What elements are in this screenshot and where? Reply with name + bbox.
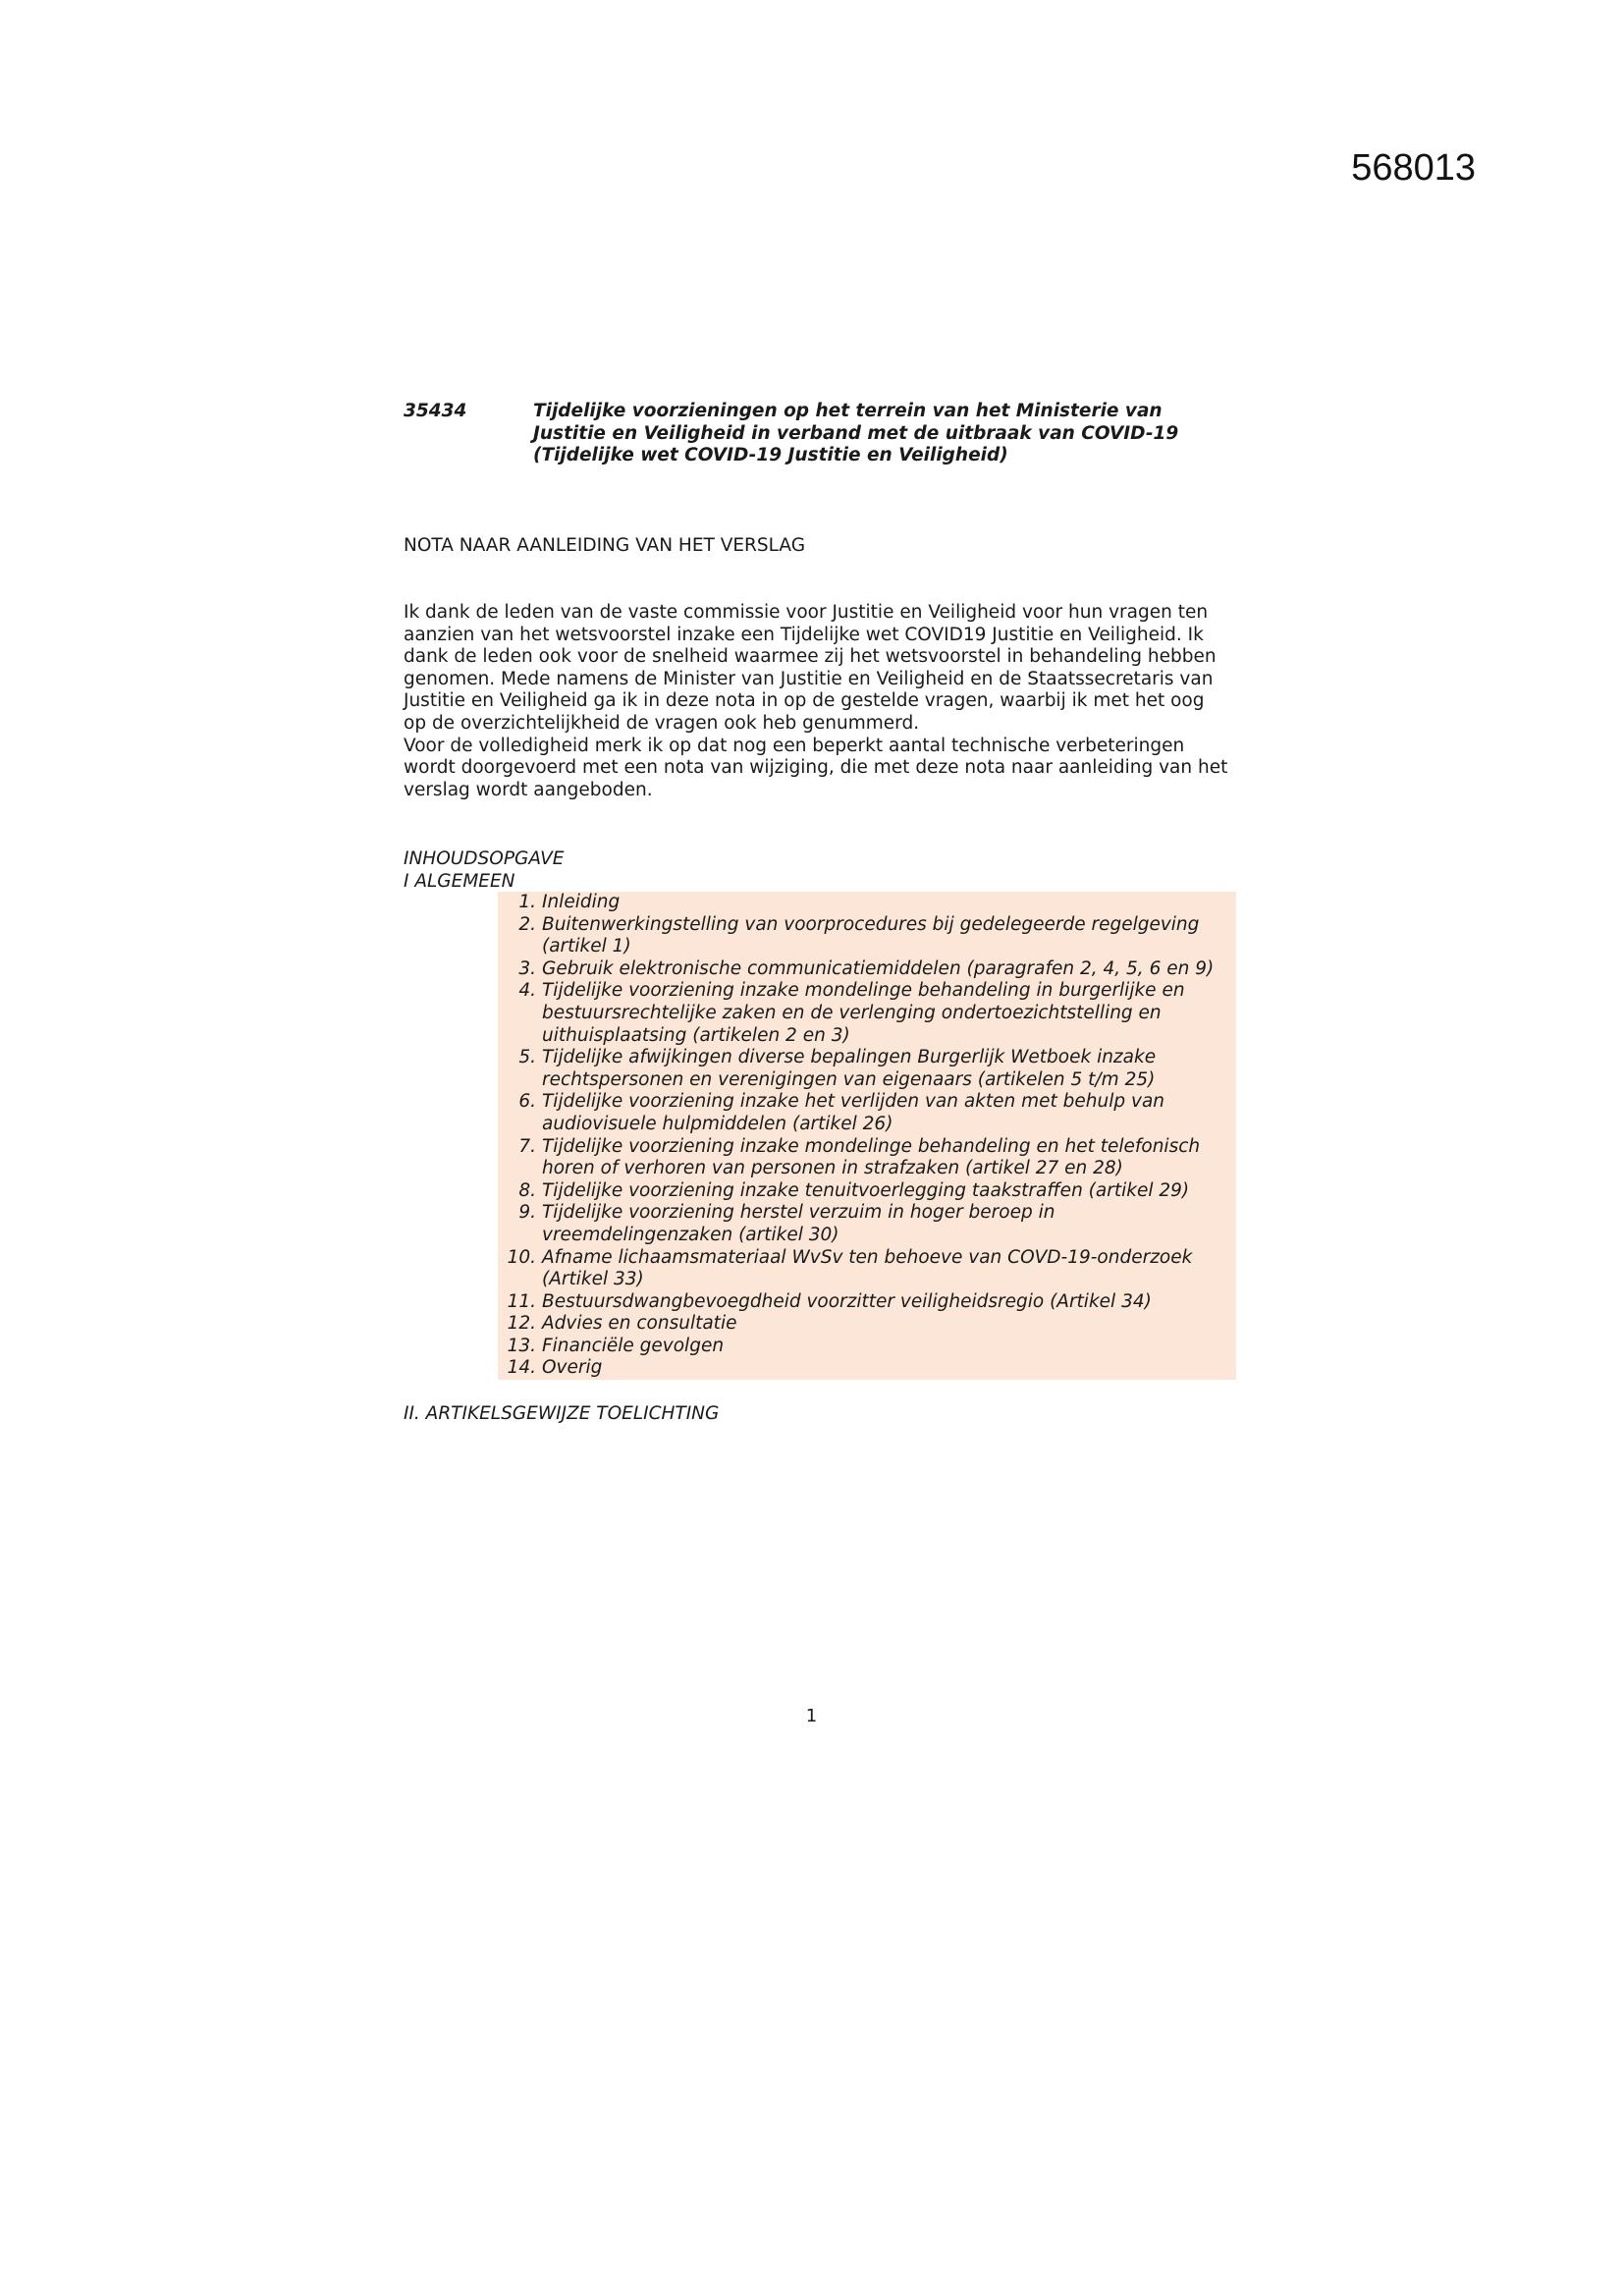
toc-item-number: 7. (518, 1135, 536, 1157)
toc-item-number: 6. (518, 1091, 536, 1113)
intro-paragraph-1: Ik dank de leden van de vaste commissie voor Justitie en Veiligheid voor hun vragen ten aanzien van het wetsvoorstel inzake een Tijdelijke wet COVID19 Justitie en Veiligheid. Ik dank de leden ook voor de snelheid waarmee zij het wetsvoorstel in behandeling hebben genomen. Mede namens de Minister van Justitie en Veiligheid en de Staatssecretaris van Justitie en Veiligheid ga ik in deze nota in op de gestelde vragen, waarbij ik met het oog op de overzichtelijkheid de vragen ook heb genummerd. (404, 602, 1217, 734)
toc-item-text: Buitenwerkingstelling van voorprocedures bij gedelegeerde regelgeving (artikel 1) (542, 913, 1200, 957)
toc-item-number: 8. (518, 1179, 536, 1201)
intro-paragraph-2: Voor de volledigheid merk ik op dat nog een beperkt aantal technische verbeteringen wordt doorgevoerd met een nota van wijziging, die met deze nota naar aanleiding van het verslag wordt aangeboden. (404, 735, 1228, 800)
toc-item (498, 1180, 1236, 1203)
bill-number: 35434 (404, 401, 467, 421)
nota-title: NOTA NAAR AANLEIDING VAN HET VERSLAG (404, 535, 806, 556)
intro-text (404, 602, 1228, 801)
document-number: 568013 (1351, 147, 1476, 189)
toc-item-text: Advies en consultatie (542, 1313, 737, 1335)
toc-section-2: II. ARTIKELSGEWIJZE TOELICHTING (404, 1403, 720, 1424)
toc-item (498, 1047, 1236, 1091)
toc-item-text: Tijdelijke voorziening inzake mondelinge behandeling in burgerlijke en bestuursrechtelijke zaken en de verlenging ondertoezichtstelling en uithuisplaatsing (artikelen 2 en 3) (542, 980, 1185, 1046)
toc-item-number: 10. (507, 1246, 536, 1268)
toc-item-text: Financiële gevolgen (542, 1335, 725, 1356)
toc-item-number: 13. (507, 1335, 536, 1356)
toc-item (498, 1357, 1236, 1380)
toc-section-1: I ALGEMEEN (404, 871, 515, 892)
toc-item (498, 1091, 1236, 1135)
toc-item-text: Tijdelijke voorziening inzake het verlijden van akten met behulp van audiovisuele hulpmiddelen (artikel 26) (542, 1091, 1165, 1134)
toc-item (498, 914, 1236, 958)
bill-title: Tijdelijke voorzieningen op het terrein van het Ministerie van Justitie en Veiligheid in verband met de uitbraak van COVID-19 (Tijdelijke wet COVID-19 Justitie en Veiligheid) (533, 401, 1179, 466)
toc-highlight-box (498, 892, 1236, 1380)
toc-item-text: Tijdelijke voorziening herstel verzuim in hoger beroep in vreemdelingenzaken (artikel 30) (542, 1202, 1055, 1245)
toc-item (498, 1313, 1236, 1336)
toc-item-text: Tijdelijke afwijkingen diverse bepalingen Burgerlijk Wetboek inzake rechtspersonen en verenigingen van eigenaars (artikelen 5 t/m 25) (542, 1047, 1157, 1090)
toc-item-number: 5. (518, 1047, 536, 1068)
toc-item-number: 14. (507, 1357, 536, 1379)
toc-item (498, 1136, 1236, 1180)
toc-item-number: 11. (507, 1290, 536, 1312)
toc-item-text: Bestuursdwangbevoegdheid voorzitter veiligheidsregio (Artikel 34) (542, 1290, 1152, 1312)
toc-item (498, 1247, 1236, 1291)
toc-item (498, 958, 1236, 981)
toc-item-text: Tijdelijke voorziening inzake mondelinge behandeling en het telefonisch horen of verhoren van personen in strafzaken (artikel 27 en 28) (542, 1135, 1201, 1179)
toc-item-text: Gebruik elektronische communicatiemiddelen (paragrafen 2, 4, 5, 6 en 9) (542, 957, 1215, 979)
toc-item (498, 980, 1236, 1047)
toc-item (498, 1336, 1236, 1358)
toc-item (498, 1202, 1236, 1246)
page-number: 1 (805, 1706, 818, 1726)
toc-item-number: 2. (518, 913, 536, 935)
toc-item-text: Afname lichaamsmateriaal WvSv ten behoeve van COVD-19-onderzoek (Artikel 33) (542, 1246, 1193, 1290)
toc-item (498, 1291, 1236, 1314)
toc-item-number: 9. (518, 1202, 536, 1224)
toc-item-number: 4. (518, 980, 536, 1002)
toc-item-text: Inleiding (542, 892, 621, 912)
toc-item-number: 1. (518, 892, 536, 912)
toc-item-number: 3. (518, 957, 536, 979)
toc-item-text: Overig (542, 1357, 603, 1379)
toc-item-number: 12. (507, 1313, 536, 1335)
toc-list (498, 892, 1236, 1380)
toc-heading: INHOUDSOPGAVE (404, 848, 565, 869)
toc-item (498, 892, 1236, 914)
toc-item-text: Tijdelijke voorziening inzake tenuitvoerlegging taakstraffen (artikel 29) (542, 1179, 1190, 1201)
